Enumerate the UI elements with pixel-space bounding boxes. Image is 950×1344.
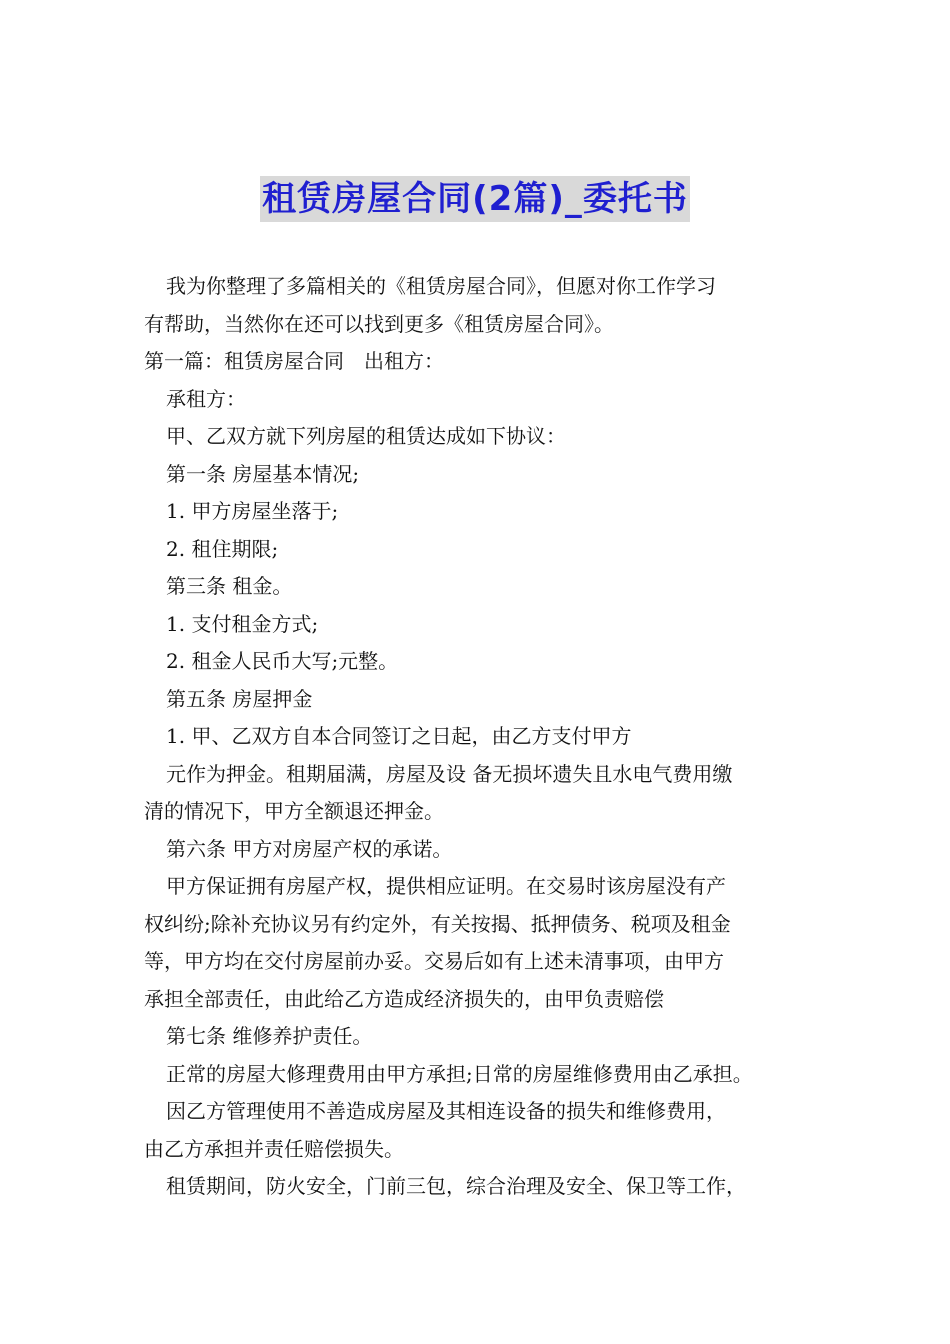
text-line: 我为你整理了多篇相关的《租赁房屋合同》，但愿对你工作学习 <box>166 274 716 298</box>
text-line: 租赁期间，防火安全，门前三包，综合治理及安全、保卫等工作， <box>166 1174 746 1198</box>
text-line: 承担全部责任，由此给乙方造成经济损失的，由甲负责赔偿 <box>144 986 664 1011</box>
title-container <box>0 176 950 222</box>
document-body <box>144 268 816 1206</box>
text-line: 甲方保证拥有房屋产权，提供相应证明。在交易时该房屋没有产 <box>166 874 726 898</box>
text-line: 第一条 房屋基本情况; <box>166 461 360 486</box>
text-line: 因乙方管理使用不善造成房屋及其相连设备的损失和维修费用， <box>166 1099 726 1123</box>
text-line: 承租方： <box>166 386 246 411</box>
text-line: 元作为押金。租期届满，房屋及设 备无损坏遗失且水电气费用缴 <box>166 761 733 786</box>
text-line: 清的情况下，甲方全额退还押金。 <box>144 799 444 823</box>
text-line: 2. 租金人民币大写;元整。 <box>166 649 399 673</box>
text-line: 正常的房屋大修理费用由甲方承担;日常的房屋维修费用由乙承担。 <box>166 1061 753 1086</box>
text-line: 2. 租住期限; <box>166 536 279 561</box>
text-line: 第一篇：租赁房屋合同 出租方： <box>144 349 444 373</box>
text-line: 由乙方承担并责任赔偿损失。 <box>144 1136 404 1161</box>
text-line: 有帮助，当然你在还可以找到更多《租赁房屋合同》。 <box>144 311 614 336</box>
text-line: 第六条 甲方对房屋产权的承诺。 <box>166 836 453 861</box>
text-line: 1. 甲方房屋坐落于; <box>166 499 339 523</box>
text-line: 1. 支付租金方式; <box>166 611 319 636</box>
text-line: 第七条 维修养护责任。 <box>166 1024 373 1048</box>
text-line: 权纠纷;除补充协议另有约定外，有关按揭、抵押债务、税项及租金 <box>144 911 731 936</box>
text-line: 甲、乙双方就下列房屋的租赁达成如下协议： <box>166 424 566 448</box>
text-line: 第五条 房屋押金 <box>166 686 313 711</box>
text-line: 等，甲方均在交付房屋前办妥。交易后如有上述未清事项，由甲方 <box>144 949 724 973</box>
text-line: 1. 甲、乙双方自本合同签订之日起，由乙方支付甲方 <box>166 724 632 748</box>
document-title: 租赁房屋合同(2篇)_委托书 <box>260 176 690 222</box>
text-line: 第三条 租金。 <box>166 574 293 598</box>
